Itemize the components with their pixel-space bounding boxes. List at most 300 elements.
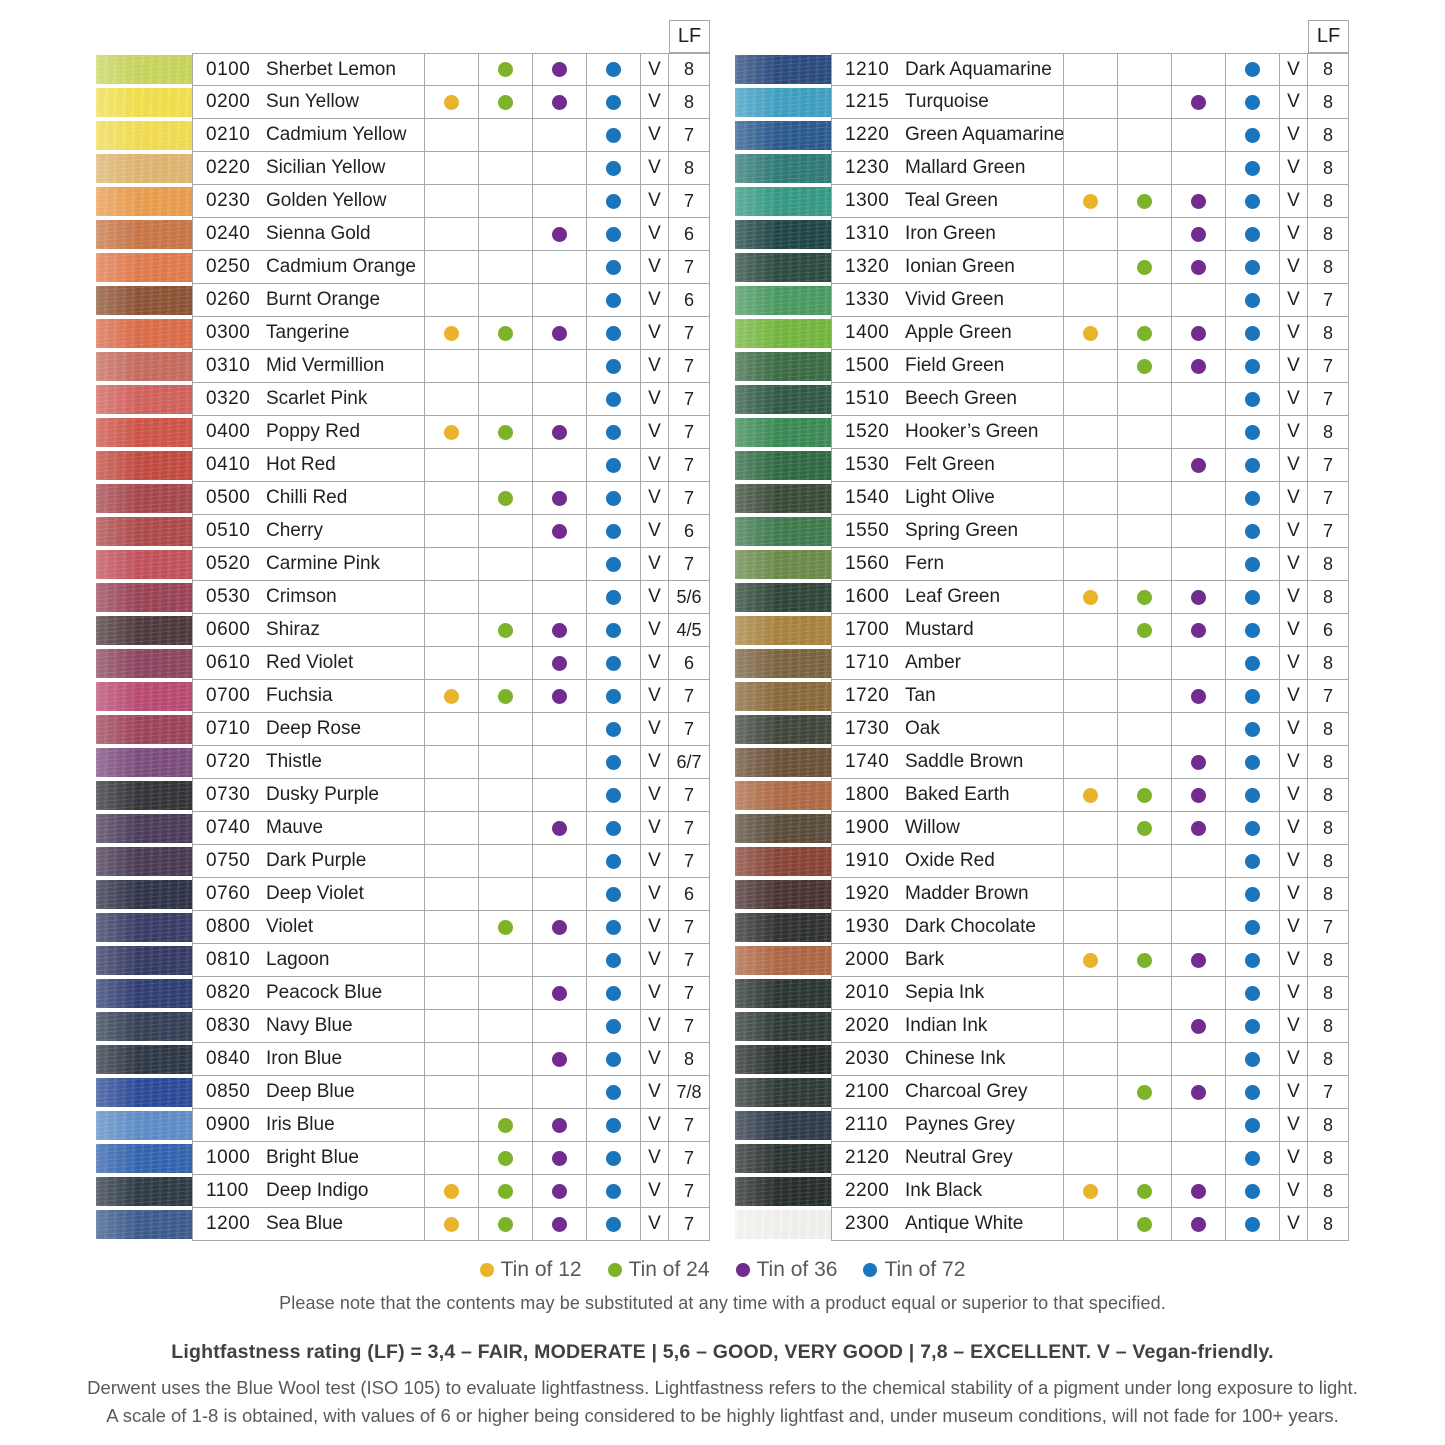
color-name: Mid Vermillion (266, 355, 385, 376)
color-swatch (96, 814, 192, 843)
color-swatch (96, 1012, 192, 1041)
lf-value: 7 (668, 317, 709, 349)
tin-of-24-cell (478, 251, 532, 283)
tin-of-24-cell (1117, 119, 1171, 151)
lf-value: 8 (1307, 1208, 1348, 1240)
color-swatch (96, 253, 192, 282)
tin-of-36-cell (532, 383, 586, 415)
table-row (96, 86, 710, 119)
color-swatch (96, 418, 192, 447)
swatch-cell (735, 1175, 831, 1208)
tin-of-12-cell (424, 482, 478, 514)
tin-of-36-cell (532, 1142, 586, 1174)
code-name-cell (831, 449, 1063, 481)
tin-of-72-cell (586, 185, 640, 217)
swatch-cell (735, 1076, 831, 1109)
tin-of-72-cell (1225, 482, 1279, 514)
tin-of-72-cell (586, 911, 640, 943)
tin-of-12-cell (424, 878, 478, 910)
table-row (735, 1043, 1349, 1076)
color-swatch (96, 715, 192, 744)
vegan-mark: V (640, 515, 668, 547)
color-code: 1600 (845, 586, 890, 607)
tin-of-36-dot-icon (552, 1052, 567, 1067)
vegan-mark: V (1279, 581, 1307, 613)
tin-of-36-cell (1171, 614, 1225, 646)
tin-of-72-dot-icon (1245, 194, 1260, 209)
tin-of-36-dot-icon (1191, 953, 1206, 968)
tin-of-36-cell (532, 944, 586, 976)
vegan-mark: V (1279, 251, 1307, 283)
row-cells (831, 713, 1349, 746)
color-code: 0850 (206, 1081, 251, 1102)
lf-value: 7 (668, 416, 709, 448)
color-name: Willow (905, 817, 960, 838)
swatch-cell (735, 680, 831, 713)
color-name: Sherbet Lemon (266, 58, 396, 80)
tin-of-24-cell (478, 152, 532, 184)
tin-of-12-dot-icon (444, 689, 459, 704)
lightfastness-heading: Lightfastness rating (LF) = 3,4 – FAIR, MODERATE | 5,6 – GOOD, VERY GOOD | 7,8 – EXCELLENT. V – Vegan-friendly. (171, 1341, 1274, 1363)
color-name: Ink Black (905, 1180, 983, 1201)
tin-of-72-cell (586, 1010, 640, 1042)
swatch-cell (96, 1175, 192, 1208)
tin-of-24-cell (1117, 383, 1171, 415)
color-code: 1710 (845, 652, 890, 673)
tin-of-72-cell (1225, 812, 1279, 844)
tin-of-24-cell (1117, 515, 1171, 547)
tin-of-24-cell (1117, 218, 1171, 250)
tin-of-36-cell (1171, 515, 1225, 547)
tin-of-36-cell (1171, 1076, 1225, 1108)
tin-of-72-cell (1225, 152, 1279, 184)
tin-of-24-cell (1117, 713, 1171, 745)
code-name-cell (831, 515, 1063, 547)
vegan-mark: V (640, 1010, 668, 1042)
lf-value: 8 (1307, 1010, 1348, 1042)
lf-value: 7 (668, 482, 709, 514)
table-row (735, 218, 1349, 251)
color-code: 0800 (206, 916, 251, 937)
swatch-cell (735, 1043, 831, 1076)
tin-of-36-cell (532, 54, 586, 85)
lf-value: 5/6 (668, 581, 709, 613)
tin-of-12-cell (424, 416, 478, 448)
code-name-cell (831, 218, 1063, 250)
color-code: 0840 (206, 1048, 251, 1069)
color-code: 1220 (845, 124, 890, 145)
tin-of-72-dot-icon (1245, 920, 1260, 935)
tin-of-72-dot-icon (606, 458, 621, 473)
row-cells (831, 449, 1349, 482)
color-swatch (735, 550, 831, 579)
color-table-right-rows (735, 53, 1349, 1241)
swatch-cell (735, 812, 831, 845)
color-name: Mauve (266, 817, 324, 838)
color-name: Leaf Green (905, 586, 1001, 607)
color-code: 0520 (206, 553, 251, 574)
tin-of-36-dot-icon (552, 425, 567, 440)
tin-of-36-cell (1171, 86, 1225, 118)
tin-of-72-cell (1225, 218, 1279, 250)
row-cells (831, 284, 1349, 317)
color-code: 1530 (845, 454, 890, 475)
tin-of-24-dot-icon (1137, 788, 1152, 803)
tin-of-72-dot-icon (1245, 755, 1260, 770)
vegan-mark: V (640, 482, 668, 514)
tin-of-24-cell (1117, 944, 1171, 976)
color-code: 0810 (206, 949, 251, 970)
row-cells (831, 911, 1349, 944)
tin-of-24-dot-icon (1137, 590, 1152, 605)
tin-of-72-dot-icon (1245, 557, 1260, 572)
lf-value: 8 (1307, 1175, 1348, 1207)
color-code: 2000 (845, 949, 890, 970)
vegan-mark: V (640, 1076, 668, 1108)
row-cells (192, 251, 710, 284)
lf-value: 8 (1307, 713, 1348, 745)
code-name-cell (831, 614, 1063, 646)
tin-of-72-dot-icon (1245, 326, 1260, 341)
lightfastness-description (0, 1374, 1445, 1430)
tin-of-72-dot-icon (606, 755, 621, 770)
row-cells (831, 119, 1349, 152)
color-code: 0250 (206, 256, 251, 277)
tin-of-72-cell (1225, 185, 1279, 217)
color-swatch (735, 616, 831, 645)
tin-of-12-cell (424, 383, 478, 415)
table-row (735, 944, 1349, 977)
row-cells (831, 680, 1349, 713)
tin-of-72-dot-icon (1245, 524, 1260, 539)
tin-of-72-dot-icon (606, 557, 621, 572)
tin-of-24-dot-icon (1137, 326, 1152, 341)
table-row (735, 251, 1349, 284)
tin-of-12-cell (424, 845, 478, 877)
vegan-mark: V (1279, 944, 1307, 976)
swatch-cell (735, 152, 831, 185)
tin-of-24-cell (478, 878, 532, 910)
row-cells (192, 713, 710, 746)
tin-of-36-dot-icon (552, 62, 567, 77)
lf-value: 7 (668, 251, 709, 283)
code-name-cell (831, 1142, 1063, 1174)
tin-of-12-cell (1063, 383, 1117, 415)
tin-of-36-cell (1171, 317, 1225, 349)
tin-of-24-cell (1117, 449, 1171, 481)
color-name: Hot Red (266, 454, 336, 475)
code-name-cell (192, 152, 424, 184)
lf-value: 7 (668, 449, 709, 481)
color-code: 0710 (206, 718, 251, 739)
color-code: 0600 (206, 619, 251, 640)
row-cells (192, 647, 710, 680)
color-code: 1320 (845, 256, 890, 277)
swatch-cell (735, 185, 831, 218)
legend-item-tin-of-24 (608, 1258, 710, 1282)
swatch-cell (96, 746, 192, 779)
color-swatch (96, 880, 192, 909)
tin-of-72-dot-icon (606, 689, 621, 704)
lf-column-header: LF (669, 20, 710, 53)
tin-of-12-cell (1063, 1010, 1117, 1042)
color-code: 1920 (845, 883, 890, 904)
color-swatch (735, 913, 831, 942)
swatch-cell (96, 86, 192, 119)
tin-of-72-cell (586, 581, 640, 613)
tin-of-72-cell (1225, 647, 1279, 679)
color-code: 1520 (845, 421, 890, 442)
color-name: Thistle (266, 751, 322, 772)
tin-of-24-cell (1117, 1109, 1171, 1141)
tin-of-72-cell (1225, 1142, 1279, 1174)
tin-of-24-dot-icon (498, 425, 513, 440)
row-cells (192, 1043, 710, 1076)
tin-of-36-cell (532, 482, 586, 514)
row-cells (192, 1175, 710, 1208)
color-swatch (735, 1078, 831, 1107)
vegan-mark: V (640, 350, 668, 382)
lf-value: 8 (1307, 1043, 1348, 1075)
tin-of-12-cell (1063, 713, 1117, 745)
tin-of-36-cell (1171, 944, 1225, 976)
code-name-cell (831, 1010, 1063, 1042)
color-code: 0740 (206, 817, 251, 838)
tin-of-24-cell (478, 54, 532, 85)
tin-of-36-cell (532, 515, 586, 547)
swatch-cell (735, 713, 831, 746)
vegan-mark: V (1279, 1076, 1307, 1108)
color-name: Madder Brown (905, 883, 1029, 904)
vegan-mark: V (640, 680, 668, 712)
color-code: 1000 (206, 1147, 251, 1168)
color-swatch (735, 418, 831, 447)
tin-of-12-cell (1063, 86, 1117, 118)
swatch-cell (96, 119, 192, 152)
tin-of-36-dot-icon (1191, 788, 1206, 803)
tin-of-36-cell (532, 152, 586, 184)
tin-of-72-dot-icon (606, 95, 621, 110)
lf-value: 7 (668, 779, 709, 811)
tin-of-24-dot-icon (1137, 953, 1152, 968)
vegan-mark: V (1279, 383, 1307, 415)
vegan-mark: V (640, 1109, 668, 1141)
code-name-cell (192, 86, 424, 118)
tin-of-24-cell (1117, 317, 1171, 349)
lf-value: 8 (1307, 548, 1348, 580)
lf-value: 6 (668, 647, 709, 679)
row-cells (831, 977, 1349, 1010)
swatch-cell (96, 779, 192, 812)
tin-of-72-dot-icon (1245, 887, 1260, 902)
color-code: 1510 (845, 388, 890, 409)
tin-of-36-cell (532, 977, 586, 1009)
code-name-cell (192, 746, 424, 778)
color-name: Tan (905, 685, 936, 706)
tin-of-24-cell (1117, 1010, 1171, 1042)
tin-of-36-cell (532, 812, 586, 844)
row-cells (831, 317, 1349, 350)
tin-of-72-cell (1225, 548, 1279, 580)
code-name-cell (192, 911, 424, 943)
tin-of-72-dot-icon (606, 293, 621, 308)
tin-of-12-cell (424, 614, 478, 646)
vegan-mark: V (1279, 779, 1307, 811)
row-cells (192, 119, 710, 152)
code-name-cell (831, 845, 1063, 877)
vegan-mark: V (640, 119, 668, 151)
tin-of-24-dot-icon (498, 1217, 513, 1232)
vegan-mark: V (640, 614, 668, 646)
tin-of-12-cell (1063, 581, 1117, 613)
tin-of-72-dot-icon (606, 920, 621, 935)
table-row (735, 977, 1349, 1010)
tin-of-12-cell (424, 911, 478, 943)
code-name-cell (831, 284, 1063, 316)
tin-of-24-cell (478, 812, 532, 844)
swatch-cell (735, 845, 831, 878)
tin-of-24-cell (1117, 911, 1171, 943)
tin-of-72-dot-icon (606, 821, 621, 836)
code-name-cell (192, 1076, 424, 1108)
row-cells (831, 548, 1349, 581)
swatch-cell (96, 1043, 192, 1076)
tin-of-12-cell (1063, 482, 1117, 514)
tin-of-72-cell (1225, 1043, 1279, 1075)
swatch-cell (96, 944, 192, 977)
table-row (735, 878, 1349, 911)
tin-of-12-cell (424, 152, 478, 184)
tin-of-12-cell (1063, 614, 1117, 646)
tin-of-24-dot-icon (498, 1151, 513, 1166)
vegan-mark: V (640, 416, 668, 448)
tin-of-36-dot-icon (1191, 260, 1206, 275)
tin-of-36-dot-icon (1191, 689, 1206, 704)
tin-of-36-dot-icon (1191, 227, 1206, 242)
lf-value: 7 (668, 185, 709, 217)
tin-of-24-cell (1117, 779, 1171, 811)
code-name-cell (831, 548, 1063, 580)
table-row (735, 482, 1349, 515)
color-code: 0210 (206, 124, 251, 145)
table-row (735, 1076, 1349, 1109)
color-name: Navy Blue (266, 1015, 353, 1036)
tin-of-36-cell (532, 1010, 586, 1042)
tin-of-36-dot-icon (1191, 755, 1206, 770)
color-code: 1700 (845, 619, 890, 640)
color-swatch (96, 1144, 192, 1173)
tin-of-72-cell (586, 284, 640, 316)
code-name-cell (192, 1208, 424, 1240)
vegan-mark: V (640, 251, 668, 283)
tin-of-12-cell (1063, 911, 1117, 943)
color-name: Field Green (905, 355, 1005, 376)
tin-of-24-dot-icon (498, 623, 513, 638)
tin-of-72-dot-icon (606, 128, 621, 143)
row-cells (831, 86, 1349, 119)
color-name: Iron Green (905, 223, 996, 244)
color-name: Crimson (266, 586, 337, 607)
tin-of-12-cell (1063, 251, 1117, 283)
color-name: Red Violet (266, 652, 354, 673)
tin-of-72-cell (1225, 614, 1279, 646)
table-row (96, 614, 710, 647)
color-code: 0530 (206, 586, 251, 607)
lf-value: 7 (1307, 449, 1348, 481)
tin-of-12-dot-icon (480, 1263, 494, 1277)
tin-of-36-dot-icon (1191, 590, 1206, 605)
tin-of-36-cell (532, 317, 586, 349)
tin-of-12-dot-icon (1083, 194, 1098, 209)
tin-of-72-dot-icon (606, 887, 621, 902)
swatch-cell (96, 350, 192, 383)
lf-value: 6 (668, 878, 709, 910)
vegan-mark: V (640, 647, 668, 679)
tin-of-24-cell (1117, 1076, 1171, 1108)
color-swatch (96, 517, 192, 546)
lf-value: 8 (1307, 185, 1348, 217)
color-swatch (96, 484, 192, 513)
table-row (96, 878, 710, 911)
tin-of-24-cell (1117, 284, 1171, 316)
tin-of-72-cell (1225, 944, 1279, 976)
code-name-cell (831, 713, 1063, 745)
color-swatch (735, 484, 831, 513)
code-name-cell (831, 482, 1063, 514)
color-swatch (96, 583, 192, 612)
tin-of-72-dot-icon (1245, 1151, 1260, 1166)
table-row (735, 779, 1349, 812)
color-name: Violet (266, 916, 314, 937)
tin-of-12-cell (424, 977, 478, 1009)
color-swatch (735, 187, 831, 216)
code-name-cell (192, 779, 424, 811)
tin-of-24-dot-icon (498, 491, 513, 506)
color-swatch (735, 385, 831, 414)
swatch-cell (96, 680, 192, 713)
table-row (96, 251, 710, 284)
tin-of-24-cell (1117, 977, 1171, 1009)
swatch-cell (96, 548, 192, 581)
color-name: Tangerine (266, 322, 350, 343)
row-cells (831, 944, 1349, 977)
tin-of-24-cell (478, 284, 532, 316)
vegan-mark: V (640, 1208, 668, 1240)
color-name: Mustard (905, 619, 974, 640)
tin-of-72-cell (586, 218, 640, 250)
row-cells (192, 449, 710, 482)
code-name-cell (192, 449, 424, 481)
lf-value: 6 (668, 515, 709, 547)
tin-of-72-cell (586, 1175, 640, 1207)
lf-value: 7 (668, 845, 709, 877)
color-name: Vivid Green (905, 289, 1004, 310)
tin-of-24-cell (478, 515, 532, 547)
tin-of-24-dot-icon (1137, 623, 1152, 638)
vegan-mark: V (1279, 449, 1307, 481)
vegan-mark: V (640, 54, 668, 85)
tin-of-72-cell (586, 383, 640, 415)
swatch-cell (735, 284, 831, 317)
tin-of-12-cell (1063, 119, 1117, 151)
table-row (96, 317, 710, 350)
tin-of-72-cell (586, 713, 640, 745)
tin-of-24-dot-icon (498, 326, 513, 341)
color-swatch (96, 946, 192, 975)
tin-of-72-dot-icon (606, 62, 621, 77)
code-name-cell (831, 779, 1063, 811)
code-name-cell (831, 251, 1063, 283)
